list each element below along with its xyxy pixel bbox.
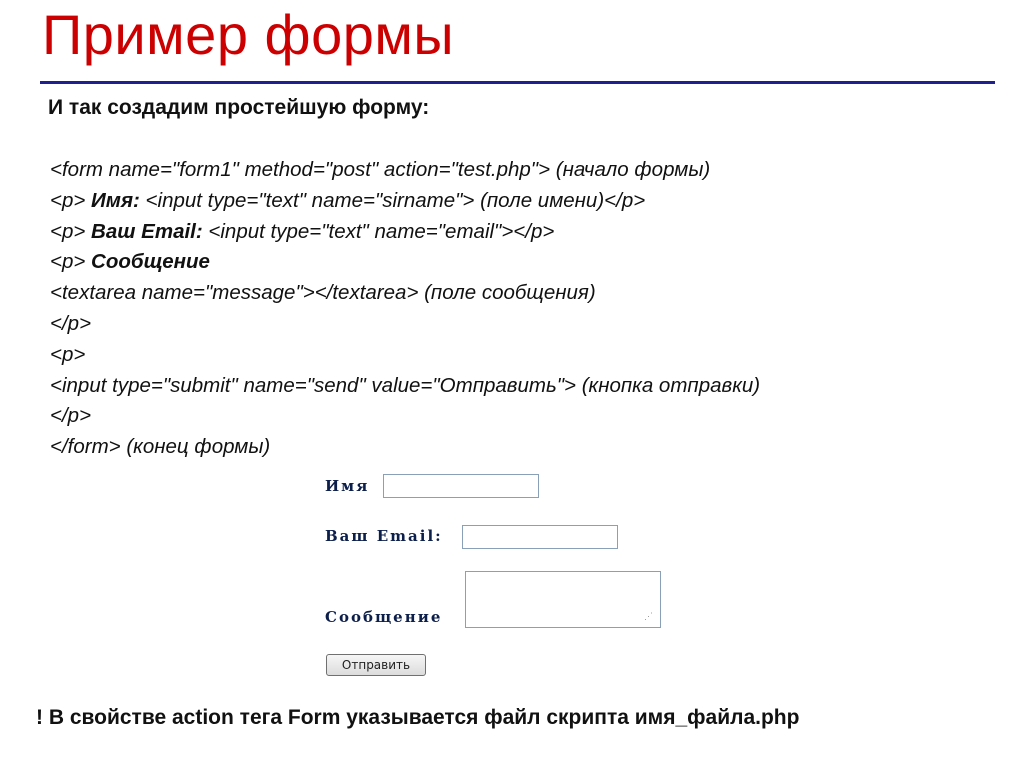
name-label: Имя: [325, 477, 370, 495]
code-line-p-close: </p>: [50, 311, 92, 335]
code-line-p-close: </p>: [50, 404, 92, 428]
email-field[interactable]: [462, 525, 618, 549]
submit-button[interactable]: Отправить: [326, 654, 426, 676]
code-listing: [50, 155, 760, 463]
code-line-submit: <input type="submit" name="send" value="Отправить"> (кнопка отправки): [50, 373, 761, 397]
code-line-form-open: <form name="form1" method="post" action="test.php"> (начало формы): [50, 158, 711, 181]
code-line-email-field: [50, 217, 760, 248]
message-textarea[interactable]: [465, 571, 661, 628]
code-p-open: <p>: [50, 219, 92, 243]
code-bold-label: Имя:: [91, 188, 140, 212]
code-line-message-label: [50, 247, 760, 278]
title-divider: [40, 81, 995, 84]
code-bold-label: Сообщение: [91, 250, 210, 274]
code-p-open: <p>: [50, 188, 92, 212]
code-line-form-close: </form> (конец формы): [50, 435, 271, 459]
code-line-textarea: <textarea name="message"></textarea> (поле сообщения): [50, 281, 596, 305]
code-line-p-open: <p>: [50, 342, 86, 366]
message-label: Сообщение: [325, 608, 443, 626]
name-field[interactable]: [383, 474, 539, 498]
code-rest: <input type="text" name="email"></p>: [202, 219, 555, 243]
intro-text: И так создадим простейшую форму:: [48, 96, 430, 119]
code-bold-label: Ваш Email:: [91, 219, 203, 243]
code-rest: <input type="text" name="sirname"> (поле имени)</p>: [139, 188, 646, 212]
slide-title: Пример формы: [42, 3, 455, 66]
footer-note: ! В свойстве action тега Form указывается файл скрипта имя_файла.php: [36, 706, 800, 729]
email-label: Ваш Email:: [325, 527, 443, 545]
resize-grip-icon[interactable]: ⋰: [644, 611, 653, 621]
code-line-name-field: [50, 186, 760, 217]
code-p-open: <p>: [50, 250, 92, 274]
